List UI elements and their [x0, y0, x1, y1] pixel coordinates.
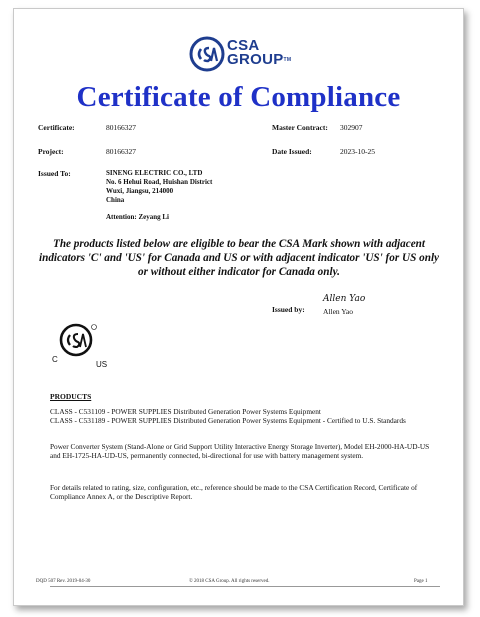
- company-name: SINENG ELECTRIC CO., LTD: [106, 169, 203, 177]
- date-issued-value: 2023-10-25: [340, 147, 375, 156]
- date-issued-label: Date Issued:: [272, 147, 312, 156]
- mark-us-indicator: US: [96, 360, 108, 369]
- certificate-label: Certificate:: [38, 123, 75, 132]
- product-details-note: For details related to rating, size, configuration, etc., reference should be made to the CSA Certification Record, Certificate of Compliance Annex A, or the Descriptive Report.: [50, 483, 418, 501]
- address-line-street: No. 6 Hehui Road, Huishan District: [106, 178, 213, 186]
- logo-wordmark: CSA GROUP™: [227, 37, 292, 68]
- products-heading: PRODUCTS: [50, 392, 92, 401]
- product-description: Power Converter System (Stand-Alone or Grid Support Utility Interactive Energy Storage Inverter), Model EH-2000-HA-UD-US and EH-1725-HA-UD-US, permanently connected, bi-directional for use with battery management system.: [50, 442, 430, 460]
- eligibility-statement: The products listed below are eligible to bear the CSA Mark shown with adjacent indicators 'C' and 'US' for Canada and US or with adjacent indicator 'US' for US only or without either indicator for Canada only.: [38, 238, 440, 278]
- csa-logo-icon: [189, 36, 225, 72]
- certificate-value: 80166327: [106, 123, 136, 132]
- master-contract-label: Master Contract:: [272, 123, 328, 132]
- master-contract-value: 302907: [340, 123, 363, 132]
- address-line-city: Wuxi, Jiangsu, 214000: [106, 187, 174, 195]
- issued-by-label: Issued by:: [272, 305, 305, 314]
- mark-c-indicator: C: [52, 355, 58, 364]
- footer-divider: [50, 586, 440, 587]
- footer-copyright: © 2018 CSA Group. All rights reserved.: [189, 579, 270, 584]
- issued-to-address: [106, 169, 212, 222]
- address-line-country: China: [106, 196, 125, 204]
- footer-page-number: Page 1: [414, 579, 428, 584]
- csa-certification-mark: [49, 322, 109, 372]
- signature: Allen Yao: [323, 294, 366, 304]
- issuer-name: Allen Yao: [323, 307, 354, 316]
- csa-mark-icon: [58, 322, 98, 358]
- certificate-page: [13, 8, 464, 606]
- product-class-1: CLASS - C531109 - POWER SUPPLIES Distributed Generation Power Systems Equipment: [50, 407, 321, 416]
- footer-form-number: DQD 507 Rev. 2019-04-30: [36, 579, 91, 584]
- product-class-2: CLASS - C531189 - POWER SUPPLIES Distributed Generation Power Systems Equipment - Certified to U.S. Standards: [50, 416, 406, 425]
- certificate-title: Certificate of Compliance: [76, 81, 401, 113]
- project-value: 80166327: [106, 147, 136, 156]
- issued-to-label: Issued To:: [38, 169, 71, 178]
- csa-group-logo: [189, 36, 309, 76]
- attention-line: Attention: Zeyang Li: [106, 213, 169, 221]
- project-label: Project:: [38, 147, 64, 156]
